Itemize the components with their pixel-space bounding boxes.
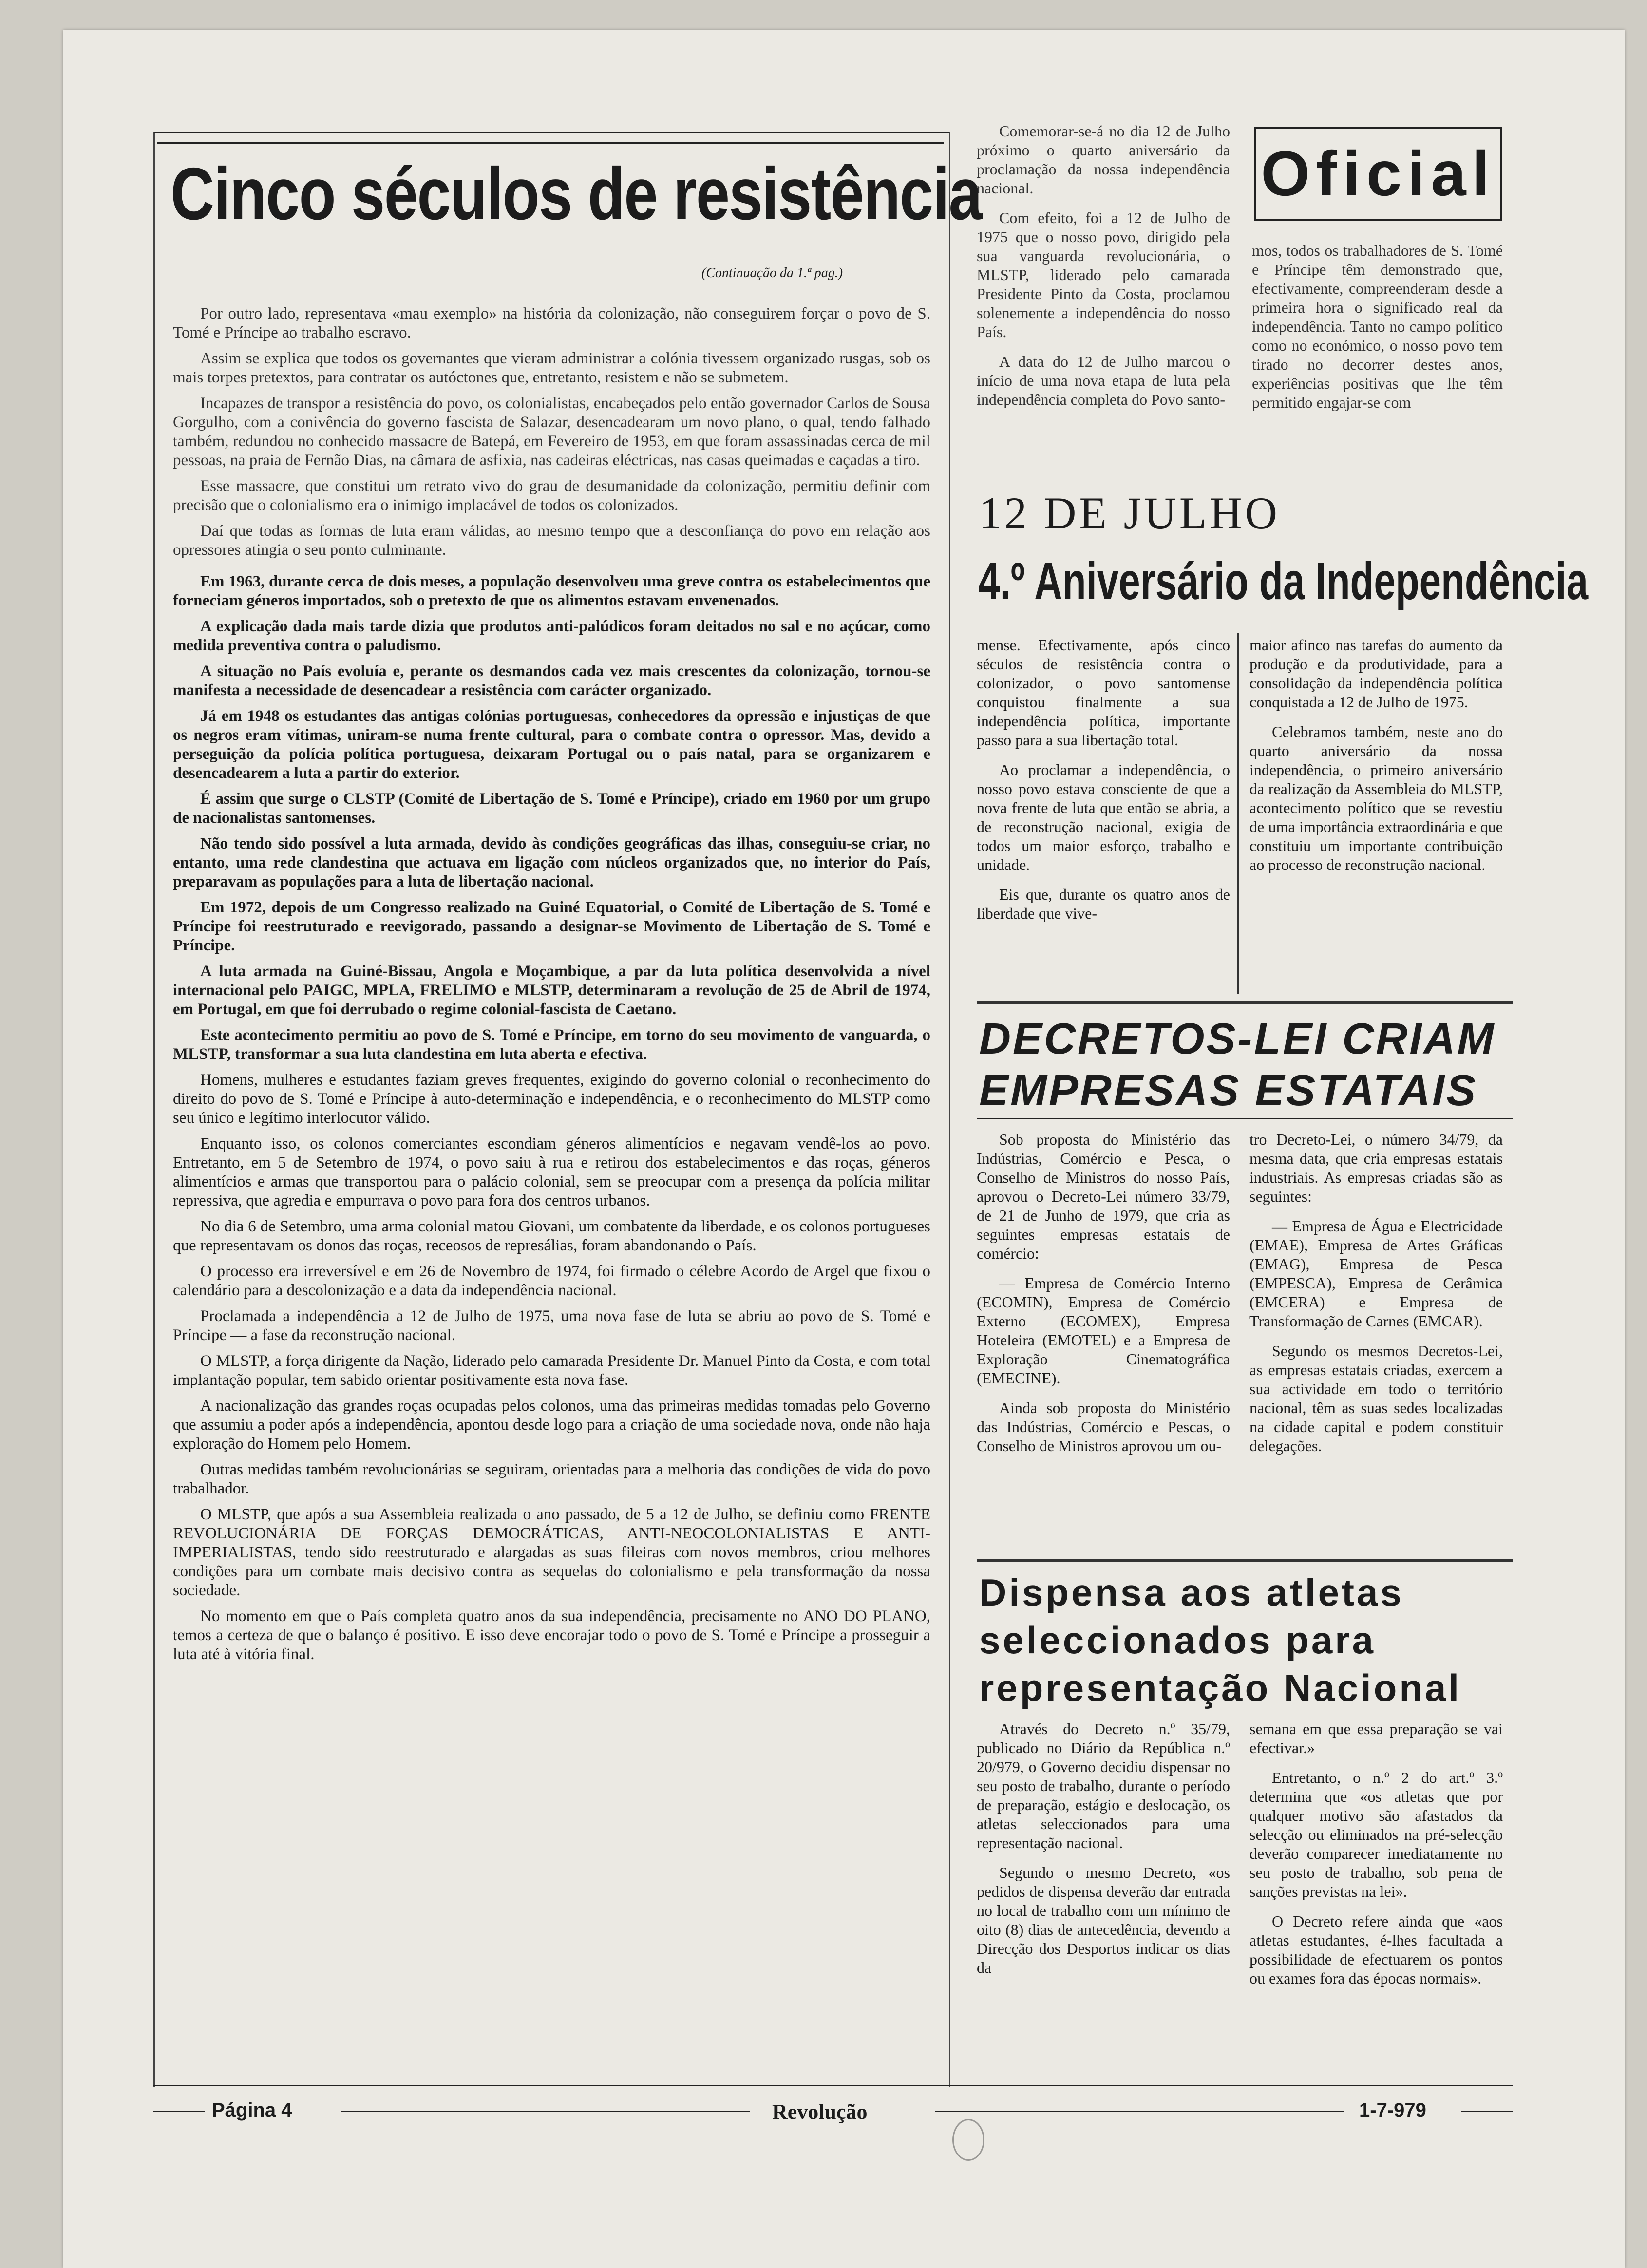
paragraph: No momento em que o País completa quatro anos da sua independência, precisamente no ANO DO PLANO, temos a certeza de que o balanço é positivo. E isso deve encorajar todo o povo de S. Tomé e Príncipe a prosseguir a luta até à vitória final. bbox=[173, 1607, 930, 1663]
paragraph: A data do 12 de Julho marcou o início de uma nova etapa de luta pela independência completa do Povo santo- bbox=[977, 353, 1230, 408]
paragraph: O processo era irreversível e em 26 de Novembro de 1974, foi firmado o célebre Acordo de Argel que fixou o calendário para a descolonização e a data da independência nacional. bbox=[173, 1263, 930, 1299]
paragraph: Proclamada a independência a 12 de Julho de 1975, uma nova fase de luta se abriu ao povo de S. Tomé e Príncipe — a fase da reconstrução nacional. bbox=[173, 1307, 930, 1344]
paragraph: Entretanto, o n.º 2 do art.º 3.º determina que «os atletas que por qualquer motivo são afastados da selecção ou eliminados na pré-selecção deverão comparecer imediatamente no seu posto de trabalho, sob pena de sanções previstas na lei». bbox=[1249, 1769, 1503, 1900]
handwritten-mark bbox=[952, 2119, 984, 2161]
continuation-note: (Continuação da 1.ª pag.) bbox=[701, 265, 843, 281]
footer-date: 1-7-979 bbox=[1359, 2099, 1426, 2121]
paragraph: O Decreto refere ainda que «aos atletas estudantes, é-lhes facultada a possibilidade de efectuarem os pontos ou exames fora das épocas normais». bbox=[1249, 1912, 1503, 1987]
oficial-intro-col2 bbox=[1252, 241, 1503, 423]
paragraph: A luta armada na Guiné-Bissau, Angola e Moçambique, a par da luta política desenvolvida a nível internacional pelo PAIGC, MPLA, FRELIMO e MLSTP, determinaram a revolução de 25 de Abril de 1974, em Portugal, em que foi derrubado o regime colonial-fascista de Caetano. bbox=[173, 963, 930, 1018]
paragraph: Em 1972, depois de um Congresso realizado na Guiné Equatorial, o Comité de Libertação de S. Tomé e Príncipe foi reestruturado e reevigorado, passando a designar-se Movimento de Libertação de S. Tomé e Príncipe. bbox=[173, 899, 930, 954]
paragraph: Ainda sob proposta do Ministério das Indústrias, Comércio e Pescas, o Conselho de Ministros aprovou um ou- bbox=[977, 1399, 1230, 1455]
paragraph: O MLSTP, a força dirigente da Nação, liderado pelo camarada Presidente Dr. Manuel Pinto da Costa, e com total implantação popular, tem sabido orientar positivamente esta nova fase. bbox=[173, 1352, 930, 1389]
section-rule bbox=[977, 1001, 1513, 1004]
headline-rule bbox=[157, 142, 944, 144]
footer-rule bbox=[935, 2111, 1344, 2112]
paragraph: Homens, mulheres e estudantes faziam greves frequentes, exigindo do governo colonial o reconhecimento do direito do povo de S. Tomé e Príncipe à auto-determinação e independência, e o reconhecimento do MLSTP como seu único e legítimo interlocutor válido. bbox=[173, 1071, 930, 1127]
paragraph: Outras medidas também revolucionárias se seguiram, orientadas para a melhoria das condições de vida do povo trabalhador. bbox=[173, 1461, 930, 1497]
left-article-part-1 bbox=[173, 304, 930, 560]
column-divider bbox=[1237, 633, 1239, 994]
headline-line: seleccionados para bbox=[979, 1619, 1376, 1662]
footer-rule bbox=[153, 2111, 205, 2112]
paragraph: Celebramos também, neste ano do quarto aniversário da nossa independência, o primeiro aniversário da realização da Assembleia do MLSTP, acontecimento político que se revestiu de uma importância extraordinária e que constituiu um importante contribuição ao processo de reconstrução nacional. bbox=[1249, 723, 1503, 873]
paragraph: Daí que todas as formas de luta eram válidas, ao mesmo tempo que a desconfiança do povo em relação aos opressores atingia o seu ponto culminante. bbox=[173, 522, 930, 559]
paragraph: Incapazes de transpor a resistência do povo, os colonialistas, encabeçados pelo então governador Carlos de Sousa Gorgulho, com a conivência do governo fascista de Salazar, desencadearam um novo plano, o qual, tendo falhado também, redundou no conhecido massacre de Batepá, em Fevereiro de 1953, em que foram assassinadas cerca de mil pessoas, na praia de Fernão Dias, na câmara de asfixia, nas cadeiras eléctricas, nas casas queimadas e caçadas a tiro. bbox=[173, 395, 930, 469]
dispensa-col1 bbox=[977, 1720, 1230, 1988]
paragraph: Em 1963, durante cerca de dois meses, a população desenvolveu uma greve contra os estabelecimentos que forneciam géneros importados, sob o pretexto de que os alimentos estavam envenenados. bbox=[173, 573, 930, 609]
section-rule bbox=[977, 1559, 1513, 1562]
paragraph: semana em que essa preparação se vai efectivar.» bbox=[1249, 1720, 1503, 1757]
left-article-body bbox=[173, 304, 930, 1671]
paragraph: Segundo o mesmo Decreto, «os pedidos de dispensa deverão dar entrada no local de trabalho com um mínimo de oito (8) dias de antecedência, devendo a Direcção dos Desportos indicar os dias da bbox=[977, 1864, 1230, 1976]
paragraph: É assim que surge o CLSTP (Comité de Libertação de S. Tomé e Príncipe), criado em 1960 por um grupo de nacionalistas santomenses. bbox=[173, 790, 930, 827]
paragraph: mense. Efectivamente, após cinco séculos de resistência contra o colonizador, o povo santomense conquistou finalmente a sua independência política, importante passo para a sua libertação total. bbox=[977, 636, 1230, 749]
paragraph: — Empresa de Comércio Interno (ECOMIN), Empresa de Comércio Externo (ECOMEX), Empresa Hoteleira (EMOTEL) e a Empresa de Exploração Cinematográfica (EMECINE). bbox=[977, 1274, 1230, 1387]
paragraph: maior afinco nas tarefas do aumento da produção e da produtividade, para a consolidação da independência política conquistada a 12 de Julho de 1975. bbox=[1249, 636, 1503, 711]
headline-line: EMPRESAS ESTATAIS bbox=[979, 1066, 1478, 1115]
headline-line: representação Nacional bbox=[979, 1666, 1462, 1709]
paragraph: Este acontecimento permitiu ao povo de S. Tomé e Príncipe, em torno do seu movimento de vanguarda, o MLSTP, transformar a sua luta clandestina em luta aberta e efectiva. bbox=[173, 1026, 930, 1063]
paragraph: Comemorar-se-á no dia 12 de Julho próximo o quarto aniversário da proclamação da nossa independência nacional. bbox=[977, 122, 1230, 197]
paragraph: Com efeito, foi a 12 de Julho de 1975 que o nosso povo, dirigido pela sua vanguarda revolucionária, o MLSTP, liderado pelo camarada Presidente Pinto da Costa, proclamou solenemente a independência do nosso País. bbox=[977, 209, 1230, 340]
paragraph: — Empresa de Água e Electricidade (EMAE), Empresa de Artes Gráficas (EMAG), Empresa de Pesca (EMPESCA), Empresa de Cerâmica (EMCERA) e Empresa de Transformação de Carnes (EMCAR). bbox=[1249, 1217, 1503, 1330]
paragraph: Eis que, durante os quatro anos de liberdade que vive- bbox=[977, 886, 1230, 922]
headline-line: Dispensa aos atletas bbox=[979, 1571, 1404, 1614]
paragraph: Por outro lado, representava «mau exemplo» na história da colonização, não conseguirem forçar o povo de S. Tomé e Príncipe ao trabalho escravo. bbox=[173, 305, 930, 341]
paragraph: A situação no País evoluía e, perante os desmandos cada vez mais crescentes da colonização, tornou-se manifesta a necessidade de desencadear a resistência com carácter organizado. bbox=[173, 662, 930, 699]
paragraph: tro Decreto-Lei, o número 34/79, da mesma data, que cria empresas estatais industriais. As empresas criadas são as seguintes: bbox=[1249, 1131, 1503, 1205]
oficial-intro-col1 bbox=[977, 122, 1230, 420]
paragraph: Enquanto isso, os colonos comerciantes escondiam géneros alimentícios e negavam vendê-los ao povo. Entretanto, em 5 de Setembro de 1974, o povo saiu à rua e retirou dos estabelecimentos e das roças, géneros alimentícios e armas que transportou para o palácio colonial, sem se preocupar com a presença da polícia militar repressiva, que agredia e empurrava o povo para fora dos centros urbanos. bbox=[173, 1135, 930, 1210]
footer-rule bbox=[1461, 2111, 1513, 2112]
dispensa-col2 bbox=[1249, 1720, 1503, 1999]
footer-top-rule bbox=[153, 2085, 1513, 2086]
paragraph: Já em 1948 os estudantes das antigas colónias portuguesas, conhecedores da opressão e injustiças de que os negros eram vítimas, uniram-se numa frente cultural, para o combate contra o opressor. Mas, devido a perseguição da polícia política portuguesa, deixaram Portugal ou o país natal, para se organizarem e desencadearem a luta a partir do exterior. bbox=[173, 707, 930, 782]
paragraph: Através do Decreto n.º 35/79, publicado no Diário da República n.º 20/979, o Governo decidiu dispensar no seu posto de trabalho, durante o período de preparação, estágio e deslocação, os atletas seleccionados para uma representação nacional. bbox=[977, 1720, 1230, 1852]
section-rule bbox=[977, 1118, 1513, 1119]
paragraph: A nacionalização das grandes roças ocupadas pelos colonos, uma das primeiras medidas tomadas pelo Governo que assumiu a poder após a independência, apontou desde logo para a criação de uma sociedade nova, onde não haja exploração do Homem pelo Homem. bbox=[173, 1397, 930, 1453]
oficial-box: Oficial bbox=[1254, 127, 1502, 221]
left-article-part-3 bbox=[173, 1071, 930, 1664]
headline-line: DECRETOS-LEI CRIAM bbox=[979, 1015, 1496, 1063]
footer-page-number: Página 4 bbox=[212, 2099, 292, 2121]
julho-col1 bbox=[977, 636, 1230, 934]
headline-aniversario: 4.º Aniversário da Independência bbox=[978, 551, 1589, 610]
paragraph: O MLSTP, que após a sua Assembleia realizada o ano passado, de 5 a 12 de Julho, se definiu como FRENTE REVOLUCIONÁRIA DE FORÇAS DEMOCRÁTICAS, ANTI-NEOCOLONIALISTAS E ANTI-IMPERIALISTAS, tendo sido reestruturado e alargadas as suas fileiras com novos membros, criou melhores condições para um combate mais decisivo contra as sequelas do colonialismo e pela transformação da nossa sociedade. bbox=[173, 1506, 930, 1599]
decretos-col2 bbox=[1249, 1130, 1503, 1466]
headline-decretos bbox=[979, 1013, 1496, 1116]
paragraph: Segundo os mesmos Decretos-Lei, as empresas estatais criadas, exercem a sua actividade em todo o território nacional, têm as suas sedes localizadas na cidade capital e podem constituir delegações. bbox=[1249, 1342, 1503, 1455]
footer-rule bbox=[341, 2111, 750, 2112]
headline-dispensa bbox=[979, 1569, 1461, 1712]
kicker-12-de-julho: 12 DE JULHO bbox=[979, 488, 1280, 538]
headline-cinco-seculos: Cinco séculos de resistência bbox=[170, 152, 982, 235]
decretos-col1 bbox=[977, 1130, 1230, 1466]
julho-col2 bbox=[1249, 636, 1503, 885]
footer-paper-name: Revolução bbox=[772, 2100, 868, 2124]
paragraph: Sob proposta do Ministério das Indústrias, Comércio e Pesca, o Conselho de Ministros do nosso País, aprovou o Decreto-Lei número 33/79, de 21 de Junho de 1979, que cria as seguintes empresas estatais de comércio: bbox=[977, 1131, 1230, 1262]
paragraph: mos, todos os trabalhadores de S. Tomé e Príncipe têm demonstrado que, efectivamente, compreenderam desde a primeira hora o significado real da independência. Tanto no campo político como no económico, o nosso povo tem tirado no decorrer destes anos, experiências positivas que lhe têm permitido engajar-se com bbox=[1252, 242, 1503, 411]
paragraph: Não tendo sido possível a luta armada, devido às condições geográficas das ilhas, conseguiu-se criar, no entanto, uma rede clandestina que actuava em ligação com núcleos organizados que, no interior do País, preparavam as populações para a luta de libertação nacional. bbox=[173, 835, 930, 890]
paragraph: Esse massacre, que constitui um retrato vivo do grau de desumanidade da colonização, permitiu definir com precisão que o colonialismo era o inimigo implacável de todos os colonizados. bbox=[173, 477, 930, 514]
paragraph: No dia 6 de Setembro, uma arma colonial matou Giovani, um combatente da liberdade, e os colonos portugueses que representavam os donos das roças, receosos de represálias, foram abandonando o País. bbox=[173, 1218, 930, 1254]
paragraph: Ao proclamar a independência, o nosso povo estava consciente de que a nova frente de luta que então se abria, a de reconstrução nacional, exigia de todos um maior esforço, trabalho e unidade. bbox=[977, 761, 1230, 873]
paragraph: A explicação dada mais tarde dizia que produtos anti-palúdicos foram deitados no sal e no açúcar, como medida preventiva contra o paludismo. bbox=[173, 618, 930, 654]
paragraph: Assim se explica que todos os governantes que vieram administrar a colónia tivessem organizado rusgas, sob os mais torpes pretextos, para contratar os autóctones que, entretanto, resistem e não se submetem. bbox=[173, 350, 930, 386]
left-article-part-2 bbox=[173, 572, 930, 1064]
